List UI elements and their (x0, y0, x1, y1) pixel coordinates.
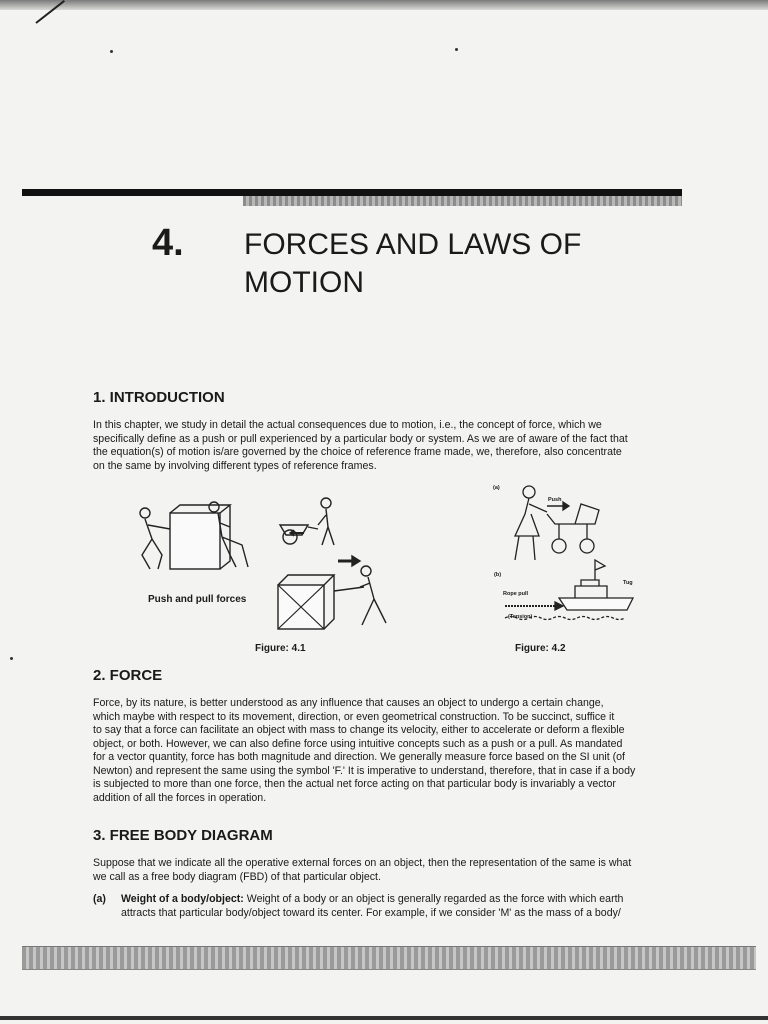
figure-4-2-part-b: (b) (494, 572, 502, 578)
fbd-heading: 3. FREE BODY DIAGRAM (93, 827, 273, 844)
bottom-scan-band (22, 946, 756, 970)
figure-4-2-caption: Figure: 4.2 (515, 643, 566, 654)
chapter-title (244, 226, 644, 302)
figure-4-1-caption: Figure: 4.1 (255, 643, 306, 654)
bottom-edge-line (0, 1016, 768, 1020)
chapter-rule-black (22, 189, 682, 196)
figure-4-2-illustration (495, 480, 645, 630)
intro-line: on the same by involving different types of reference frames. (93, 459, 377, 472)
chapter-title-line1: FORCES AND LAWS OF (244, 228, 582, 261)
figure-4-2-push-label: Push (548, 497, 562, 503)
figure-4-1-illustration (130, 495, 410, 635)
figure-4-2-tug-label: Tug (623, 580, 633, 586)
force-line: object, or both. However, we can also define force using intuitive concepts such as a push or a pull. As mandated (93, 737, 623, 750)
force-line: is subjected to more than one force, then the actual net force acting on that particular body is invariably a vector (93, 778, 616, 790)
fbd-paragraph (93, 857, 687, 884)
top-scan-band (0, 0, 768, 10)
speck (455, 48, 458, 51)
intro-heading: 1. INTRODUCTION (93, 389, 225, 406)
fbd-item-text: Weight of a body or an object is generally regarded as the force with which earth (243, 893, 624, 905)
speck (110, 50, 113, 53)
force-line: for a vector quantity, force has both magnitude and direction. We generally measure force based on the SI unit (of (93, 751, 625, 763)
force-paragraph (93, 697, 687, 805)
speck (10, 657, 13, 660)
figure-4-2-rope-label: Rope pull (503, 591, 529, 597)
fbd-item-term: Weight of a body/object: (121, 893, 244, 905)
fbd-item-label: (a) (93, 893, 106, 905)
force-line: Newton) and represent the same using the symbol 'F.' It is imperative to understand, therefore, that in case if a body (93, 764, 636, 777)
figure-4-1-label: Push and pull forces (148, 594, 247, 605)
chapter-number: 4. (152, 222, 184, 264)
intro-paragraph (93, 419, 687, 473)
intro-line: the equation(s) of motion is/are governed by the choice of reference frame made, we, therefore, also concentrate (93, 446, 622, 458)
fbd-item-a (93, 893, 687, 920)
fbd-line: Suppose that we indicate all the operative external forces on an object, then the representation of the same is what (93, 857, 632, 869)
force-line: which maybe with respect to its movement, direction, or even geometrical construction. To be succinct, suffice it (93, 710, 615, 723)
force-line: Force, by its nature, is better understood as any influence that causes an object to undergo a certain change, (93, 697, 604, 709)
intro-line: specifically define as a push or pull experienced by a particular body or system. As we are of aware of the fact that (93, 432, 628, 445)
force-line: to say that a force can facilitate an object with mass to change its velocity, either to accelerate or deform a flexible (93, 724, 625, 736)
chapter-title-line2: MOTION (244, 266, 364, 299)
force-line: addition of all the forces in operation. (93, 791, 267, 804)
intro-line: In this chapter, we study in detail the actual consequences due to motion, i.e., the concept of force, which we (93, 419, 602, 431)
chapter-rule-gray (243, 196, 682, 206)
fbd-line: we call as a free body diagram (FBD) of that particular object. (93, 870, 381, 883)
figure-4-2-tension-label: (Tension) (508, 614, 533, 620)
fbd-item-text-2: attracts that particular body/object toward its center. For example, if we consider 'M' as the mass of a body/ (121, 906, 621, 919)
figure-4-2-part-a: (a) (493, 485, 500, 491)
force-heading: 2. FORCE (93, 667, 163, 684)
